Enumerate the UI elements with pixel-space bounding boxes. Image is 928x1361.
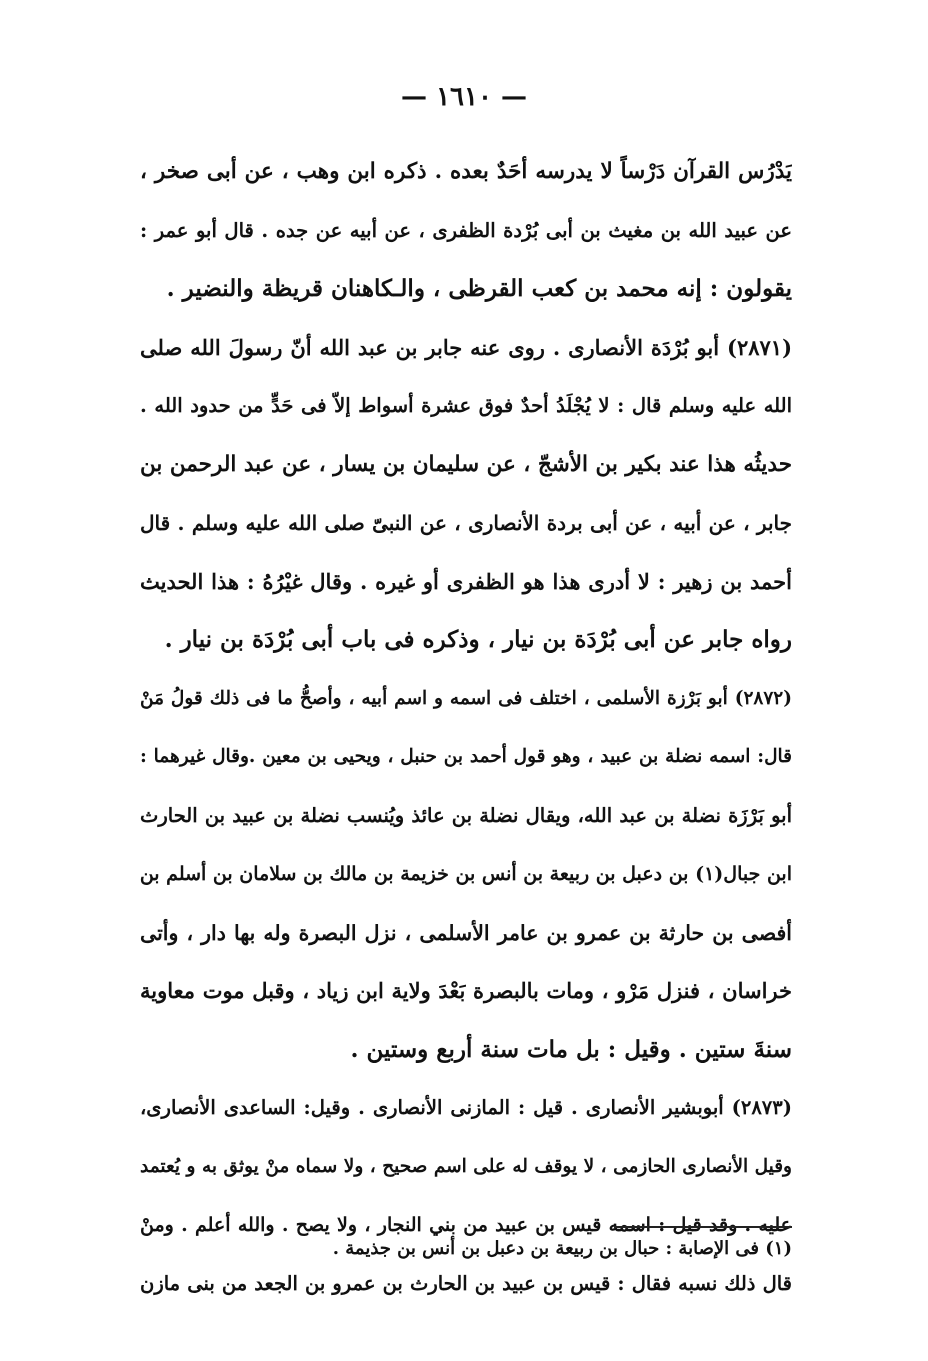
text-line: وقيل الأنصارى الحازمى ، لا يوقف له على اسم صحيح ، ولا سماه منْ يوثق به و يُعتمد [140, 1155, 792, 1177]
footnote: (١) فى الإصابة : حبال بن ربيعة بن دعبل بن أنس بن جذيمة . [332, 1238, 792, 1259]
text-line: (٢٨٧٣) أبوبشير الأنصارى . قيل : المازنى الأنصارى . وقيل: الساعدى الأنصارى، [140, 1096, 792, 1119]
text-line: حديثُه هذا عند بكير بن الأشجّ ، عن سليمان بن يسار ، عن عبد الرحمن بن [140, 451, 792, 477]
text-line: الله عليه وسلم قال : لا يُجْلَدُ أحدٌ فوق عشرة أسواط إلاّ فى حَدٍّ من حدود الله . [140, 394, 792, 417]
text-line: قال: اسمه نضلة بن عبيد ، وهو قول أحمد بن حنبل ، ويحيى بن معين .وقال غيرهما : [140, 746, 792, 767]
body-text [140, 143, 792, 1313]
text-line: قال ذلك نسبه فقال : قيس بن عبيد بن الحارث بن عمرو بن الجعد من بنى مازن [140, 1271, 792, 1295]
text-line: سنةَ ستين . وقيل : بل مات سنة أربع وستين . [350, 1035, 792, 1063]
text-line: ابن جبال(١) بن دعبل بن ربيعة بن أنس بن خزيمة بن مالك بن سلامان بن أسلم بن [140, 863, 792, 885]
text-line: (٢٨٧٢) أبو بَرْزة الأسلمى ، اختلف فى اسمه و اسم أبيه ، وأصحُّ ما فى ذلك قولُ مَنْ [140, 687, 792, 709]
text-line: عليه . وقد قيل : اسمه قيس بن عبيد من بني النجار ، ولا يصح . والله أعلم . ومنْ [140, 1214, 792, 1236]
text-line: خراسان ، فنزل مَرْو ، ومات بالبصرة بَعْدَ ولاية ابن زياد ، وقبل موت معاوية [140, 978, 792, 1003]
text-line: يقولون : إنه محمد بن كعب القرظى ، والـكاهنان قريظة والنضير . [166, 275, 792, 302]
text-line: عن عبيد الله بن مغيث بن أبى بُرْدة الظفرى ، عن أبيه عن جده . قال أبو عمر : [140, 218, 792, 242]
text-line: (٢٨٧١) أبو بُرْدَة الأنصارى . روى عنه جابر بن عبد الله أنّ رسولَ الله صلى [140, 334, 792, 360]
text-line: رواه جابر عن أبى بُرْدَة بن نيار ، وذكره فى باب أبى بُرْدَة بن نيار . [164, 626, 792, 653]
text-line: أبو بَرْزَة نضلة بن عبد الله، ويقال نضلة بن عائذ ويُنسب نضلة بن عبيد بن الحارث [140, 803, 792, 827]
text-line: أحمد بن زهير : لا أدرى هذا هو الظفرى أو غيره . وقال غيْرُهُ : هذا الحديث [140, 568, 792, 594]
text-line: جابر ، عن أبيه ، عن أبى بردة الأنصارى ، عن النبىّ صلى الله عليه وسلم . قال [140, 511, 792, 535]
text-line: أفصى بن حارثة بن عمرو بن عامر الأسلمى ، نزل البصرة وله بها دار ، وأتى [140, 920, 792, 945]
text-line: يَدْرُس القرآن دَرْساً لا يدرسه أحَدٌ بعده . ذكره ابن وهب ، عن أبى صخر ، [140, 159, 792, 184]
footnote-divider [614, 1226, 792, 1228]
page-number: — ١٦١٠ — [401, 82, 527, 112]
